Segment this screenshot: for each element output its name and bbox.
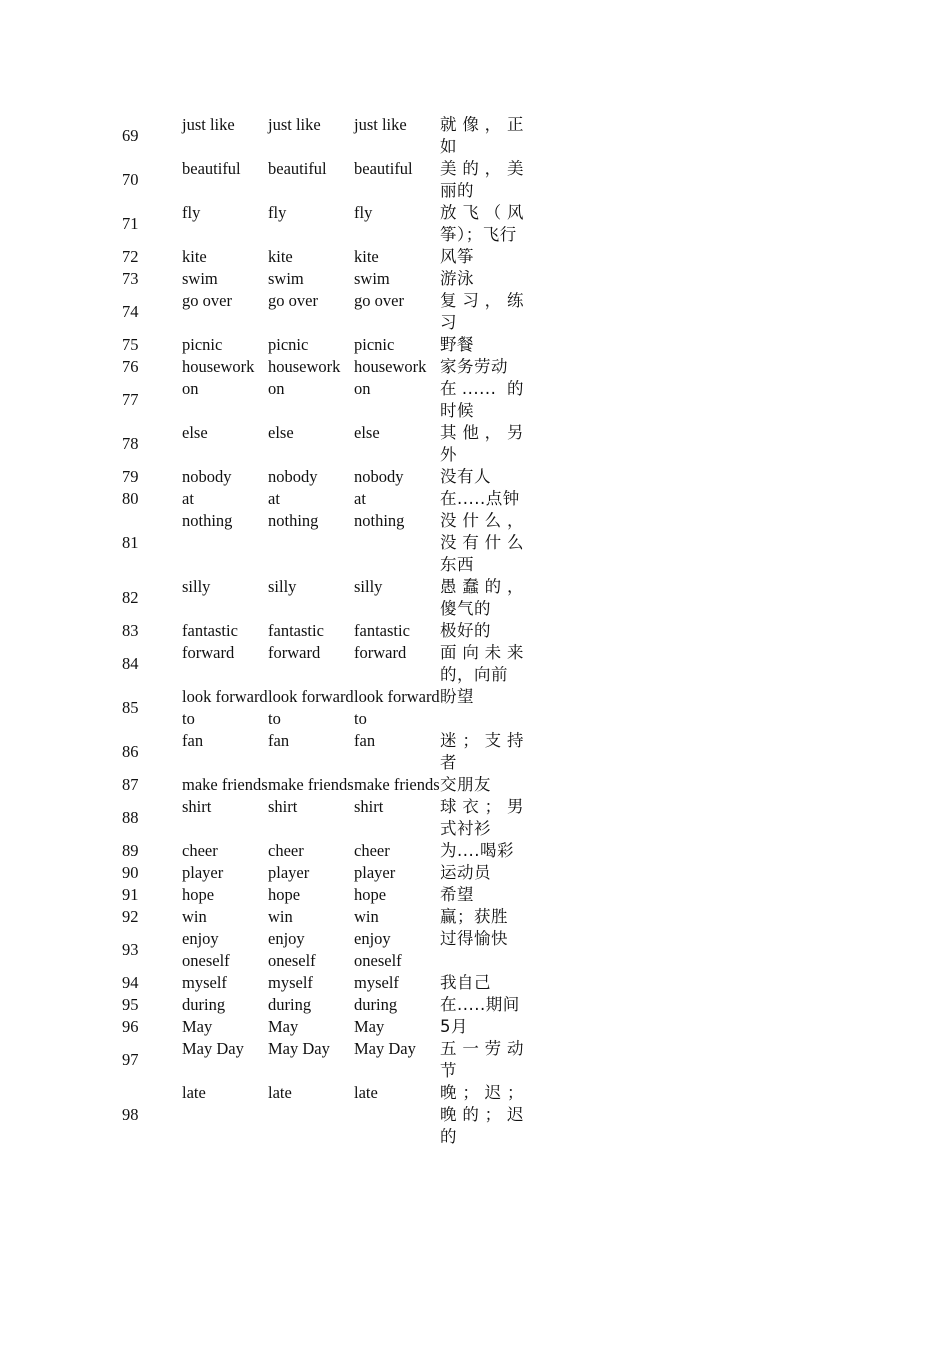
word-col-3: cheer (354, 841, 390, 860)
row-number: 75 (122, 335, 139, 354)
word-col-3: at (354, 489, 366, 508)
chinese-meaning: 我自己 (440, 973, 491, 992)
word-col-3: nobody (354, 467, 404, 486)
word-col-1: housework (182, 357, 255, 376)
word-col-1: hope (182, 885, 215, 904)
vocab-row (114, 972, 524, 994)
word-col-3: look forward to (354, 687, 440, 728)
word-col-3: beautiful (354, 159, 413, 178)
word-col-1: silly (182, 577, 211, 596)
word-col-2: nothing (268, 511, 319, 530)
word-col-1: May (182, 1017, 213, 1036)
chinese-meaning: 晚；迟；晚的；迟的 (440, 1083, 524, 1146)
row-number: 95 (122, 995, 139, 1014)
row-number: 94 (122, 973, 139, 992)
word-col-3: win (354, 907, 379, 926)
row-number: 78 (122, 434, 139, 453)
vocab-row (114, 510, 524, 576)
word-col-1: fly (182, 203, 201, 222)
vocab-row (114, 796, 524, 840)
word-col-3: housework (354, 357, 427, 376)
row-number: 90 (122, 863, 139, 882)
word-col-1: at (182, 489, 194, 508)
word-col-3: nothing (354, 511, 405, 530)
row-number: 86 (122, 742, 139, 761)
word-col-2: enjoy oneself (268, 929, 316, 970)
word-col-3: else (354, 423, 380, 442)
vocab-row (114, 422, 524, 466)
chinese-meaning: 盼望 (440, 687, 474, 706)
word-col-1: else (182, 423, 208, 442)
row-number: 85 (122, 698, 139, 717)
chinese-meaning: 在...... 的时候 (440, 379, 524, 420)
word-col-3: fly (354, 203, 373, 222)
chinese-meaning: 复习，练习 (440, 291, 524, 332)
word-col-2: player (268, 863, 310, 882)
chinese-meaning: 迷；支持者 (440, 731, 524, 772)
word-col-2: win (268, 907, 293, 926)
chinese-meaning: 没什么，没有什么东西 (440, 511, 524, 574)
chinese-meaning: 五一劳动节 (440, 1039, 524, 1080)
word-col-2: May Day (268, 1039, 330, 1058)
word-col-2: May (268, 1017, 299, 1036)
vocab-row (114, 268, 524, 290)
row-number: 79 (122, 467, 139, 486)
word-col-1: make friends (182, 775, 268, 794)
word-col-3: make friends (354, 775, 440, 794)
vocab-row (114, 906, 524, 928)
word-col-1: win (182, 907, 207, 926)
word-col-1: nobody (182, 467, 232, 486)
word-col-3: swim (354, 269, 390, 288)
row-number: 73 (122, 269, 139, 288)
vocab-row (114, 1038, 524, 1082)
word-col-1: fantastic (182, 621, 238, 640)
word-col-3: late (354, 1083, 378, 1102)
word-col-3: enjoy oneself (354, 929, 402, 970)
chinese-meaning: 游泳 (440, 269, 474, 288)
chinese-meaning: 愚蠢的，傻气的 (440, 577, 524, 618)
word-col-2: nobody (268, 467, 318, 486)
row-number: 72 (122, 247, 139, 266)
word-col-3: just like (354, 115, 407, 134)
chinese-meaning: 运动员 (440, 863, 491, 882)
word-col-2: at (268, 489, 280, 508)
word-col-1: on (182, 379, 199, 398)
chinese-meaning: 其他，另外 (440, 423, 524, 464)
row-number: 70 (122, 170, 139, 189)
row-number: 96 (122, 1017, 139, 1036)
row-number: 98 (122, 1105, 139, 1124)
word-col-2: cheer (268, 841, 304, 860)
word-col-3: shirt (354, 797, 384, 816)
word-col-1: shirt (182, 797, 212, 816)
word-col-3: picnic (354, 335, 395, 354)
word-col-3: player (354, 863, 396, 882)
word-col-3: kite (354, 247, 379, 266)
word-col-2: forward (268, 643, 321, 662)
vocab-row (114, 114, 524, 158)
word-col-2: kite (268, 247, 293, 266)
vocab-row (114, 334, 524, 356)
word-col-2: look forward to (268, 687, 354, 728)
word-col-2: swim (268, 269, 304, 288)
word-col-2: housework (268, 357, 341, 376)
word-col-2: myself (268, 973, 313, 992)
word-col-2: fly (268, 203, 287, 222)
word-col-2: just like (268, 115, 321, 134)
vocab-row (114, 202, 524, 246)
vocab-row (114, 488, 524, 510)
word-col-3: hope (354, 885, 387, 904)
row-number: 74 (122, 302, 139, 321)
vocab-row (114, 730, 524, 774)
word-col-1: go over (182, 291, 232, 310)
vocab-body (114, 114, 524, 1148)
word-col-1: enjoy oneself (182, 929, 230, 970)
word-col-1: beautiful (182, 159, 241, 178)
chinese-meaning: 面向未来的，向前 (440, 643, 524, 684)
word-col-3: fantastic (354, 621, 410, 640)
word-col-3: forward (354, 643, 407, 662)
vocab-row (114, 686, 524, 730)
word-col-2: picnic (268, 335, 309, 354)
word-col-2: shirt (268, 797, 298, 816)
chinese-meaning: 过得愉快 (440, 929, 508, 948)
chinese-meaning: 交朋友 (440, 775, 491, 794)
chinese-meaning: 美的，美丽的 (440, 159, 524, 200)
row-number: 97 (122, 1050, 139, 1069)
vocab-row (114, 994, 524, 1016)
vocab-row (114, 576, 524, 620)
chinese-meaning: 希望 (440, 885, 474, 904)
row-number: 88 (122, 808, 139, 827)
chinese-meaning: 球衣；男式衬衫 (440, 797, 524, 838)
word-col-2: hope (268, 885, 301, 904)
word-col-1: during (182, 995, 226, 1014)
word-col-1: fan (182, 731, 204, 750)
word-col-1: late (182, 1083, 206, 1102)
row-number: 76 (122, 357, 139, 376)
vocab-row (114, 862, 524, 884)
row-number: 69 (122, 126, 139, 145)
word-col-1: picnic (182, 335, 223, 354)
word-col-1: cheer (182, 841, 218, 860)
chinese-meaning: 赢；获胜 (440, 907, 508, 926)
word-col-3: fan (354, 731, 376, 750)
vocab-row (114, 1082, 524, 1148)
row-number: 84 (122, 654, 139, 673)
word-col-1: look forward to (182, 687, 268, 728)
word-col-2: beautiful (268, 159, 327, 178)
vocab-row (114, 356, 524, 378)
vocab-row (114, 1016, 524, 1038)
vocab-row (114, 774, 524, 796)
vocab-row (114, 290, 524, 334)
vocab-row (114, 466, 524, 488)
vocab-row (114, 158, 524, 202)
word-col-3: May Day (354, 1039, 416, 1058)
row-number: 81 (122, 533, 139, 552)
word-col-3: on (354, 379, 371, 398)
word-col-3: myself (354, 973, 399, 992)
word-col-1: nothing (182, 511, 233, 530)
chinese-meaning: 在.....期间 (440, 995, 520, 1014)
row-number: 89 (122, 841, 139, 860)
chinese-meaning: 风筝 (440, 247, 474, 266)
row-number: 93 (122, 940, 139, 959)
word-col-2: fan (268, 731, 290, 750)
chinese-meaning: 放飞（风筝）；飞行 (440, 203, 524, 244)
word-col-1: myself (182, 973, 227, 992)
word-col-2: go over (268, 291, 318, 310)
vocab-row (114, 378, 524, 422)
word-col-1: swim (182, 269, 218, 288)
word-col-3: silly (354, 577, 383, 596)
vocab-row (114, 246, 524, 268)
chinese-meaning: 就像，正如 (440, 115, 524, 156)
row-number: 87 (122, 775, 139, 794)
word-col-3: go over (354, 291, 404, 310)
word-col-2: fantastic (268, 621, 324, 640)
row-number: 92 (122, 907, 139, 926)
row-number: 77 (122, 390, 139, 409)
chinese-meaning: 极好的 (440, 621, 491, 640)
row-number: 71 (122, 214, 139, 233)
chinese-meaning: 为....喝彩 (440, 841, 514, 860)
word-col-2: else (268, 423, 294, 442)
chinese-meaning: 野餐 (440, 335, 474, 354)
vocab-row (114, 928, 524, 972)
word-col-1: player (182, 863, 224, 882)
vocab-row (114, 840, 524, 862)
word-col-1: May Day (182, 1039, 244, 1058)
chinese-meaning: 家务劳动 (440, 357, 508, 376)
chinese-meaning: 5月 (440, 1017, 468, 1036)
chinese-meaning: 在.....点钟 (440, 489, 520, 508)
word-col-1: kite (182, 247, 207, 266)
row-number: 82 (122, 588, 139, 607)
vocab-table (114, 114, 524, 1148)
word-col-3: May (354, 1017, 385, 1036)
row-number: 91 (122, 885, 139, 904)
word-col-2: during (268, 995, 312, 1014)
word-col-1: just like (182, 115, 235, 134)
word-col-2: late (268, 1083, 292, 1102)
chinese-meaning: 没有人 (440, 467, 491, 486)
vocab-row (114, 620, 524, 642)
vocab-row (114, 642, 524, 686)
word-col-2: silly (268, 577, 297, 596)
word-col-2: make friends (268, 775, 354, 794)
row-number: 80 (122, 489, 139, 508)
word-col-3: during (354, 995, 398, 1014)
word-col-2: on (268, 379, 285, 398)
vocab-row (114, 884, 524, 906)
row-number: 83 (122, 621, 139, 640)
word-col-1: forward (182, 643, 235, 662)
